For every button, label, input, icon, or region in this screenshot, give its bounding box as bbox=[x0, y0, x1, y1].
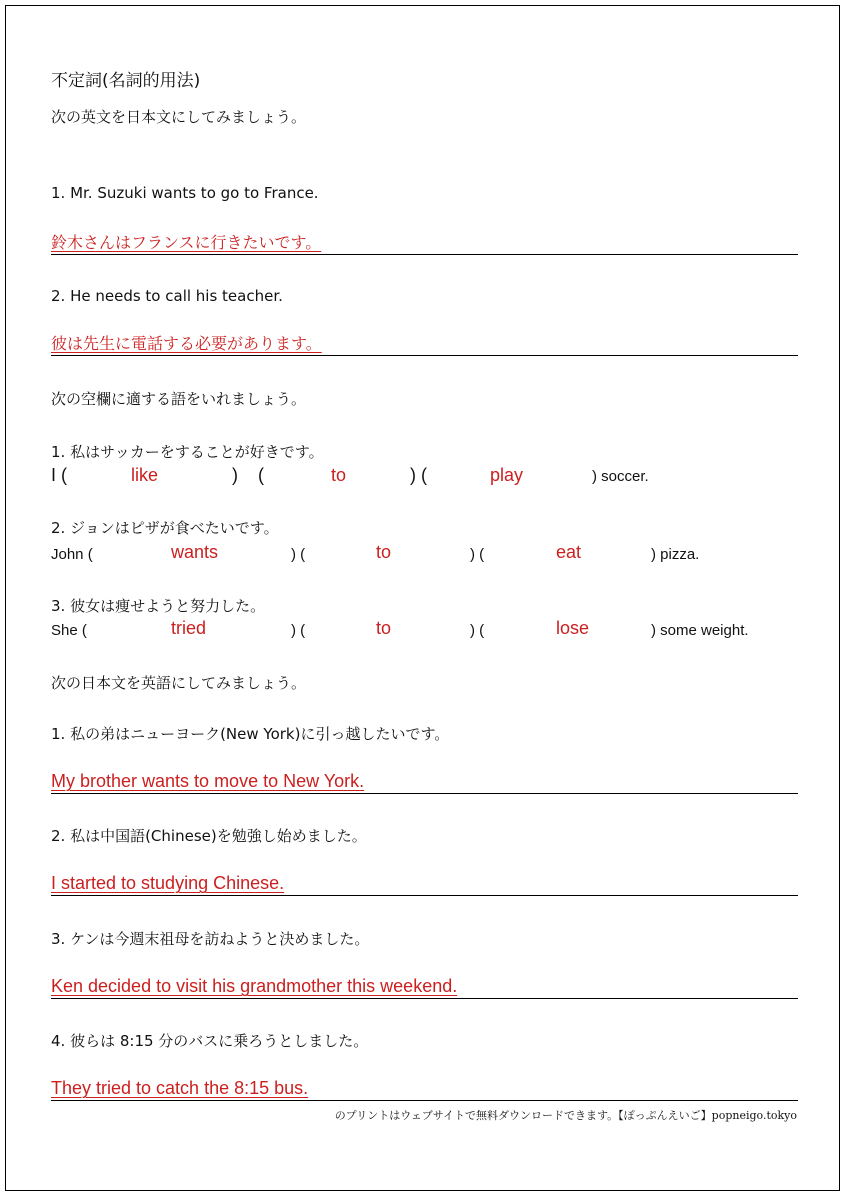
blank-answer: to bbox=[376, 618, 392, 638]
section3-instruction: 次の日本文を英語にしてみましょう。 bbox=[51, 674, 307, 692]
sentence-part: ) ( bbox=[291, 546, 306, 563]
sentence-part: ) some weight. bbox=[651, 622, 749, 639]
answer-line bbox=[51, 1072, 798, 1101]
answer-line bbox=[51, 970, 798, 999]
blank-answer: like bbox=[131, 465, 159, 485]
section1-instruction: 次の英文を日本文にしてみましょう。 bbox=[51, 108, 307, 126]
section2-instruction: 次の空欄に適する語をいれましょう。 bbox=[51, 390, 307, 408]
blank-answer: to bbox=[376, 542, 392, 562]
section2-question-1: 1. 私はサッカーをすることが好きです。 bbox=[51, 443, 324, 461]
sentence-part: ) ( bbox=[470, 622, 485, 639]
blank-answer: play bbox=[490, 465, 524, 485]
section2-question-3: 3. 彼女は痩せようと努力した。 bbox=[51, 597, 266, 615]
page-title: 不定詞(名詞的用法) bbox=[51, 71, 201, 91]
sentence-part: ( bbox=[258, 465, 264, 485]
section2-question-2: 2. ジョンはピザが食べたいです。 bbox=[51, 519, 279, 537]
section1-question-2: 2. He needs to call his teacher. bbox=[51, 287, 283, 305]
section3-answer-4: They tried to catch the 8:15 bus. bbox=[51, 1078, 309, 1098]
sentence-part: ) bbox=[232, 465, 238, 485]
section3-question-4: 4. 彼らは 8:15 分のバスに乗ろうとしました。 bbox=[51, 1032, 369, 1050]
footer-credit: のプリントはウェブサイトで無料ダウンロードできます。【ぽっぷんえいご】popneigo.tokyo bbox=[334, 1109, 797, 1122]
answer-line bbox=[51, 226, 798, 255]
blank-answer: lose bbox=[556, 618, 590, 638]
section1-question-1: 1. Mr. Suzuki wants to go to France. bbox=[51, 184, 319, 202]
answer-line bbox=[51, 765, 798, 794]
sentence-part: ) ( bbox=[410, 465, 427, 485]
section1-answer-1: 鈴木さんはフランスに行きたいです。 bbox=[51, 233, 322, 252]
section3-question-3: 3. ケンは今週末祖母を訪ねようと決めました。 bbox=[51, 930, 370, 948]
sentence-part: I ( bbox=[51, 465, 67, 485]
answer-line bbox=[51, 867, 798, 896]
blank-answer: to bbox=[331, 465, 347, 485]
section3-answer-2: I started to studying Chinese. bbox=[51, 873, 285, 893]
answer-line bbox=[51, 327, 798, 356]
blank-answer: wants bbox=[171, 542, 219, 562]
blank-answer: eat bbox=[556, 542, 582, 562]
blank-answer: tried bbox=[171, 618, 207, 638]
sentence-part: She ( bbox=[51, 622, 87, 639]
sentence-part: ) ( bbox=[291, 622, 306, 639]
section3-question-2: 2. 私は中国語(Chinese)を勉強し始めました。 bbox=[51, 827, 367, 845]
sentence-part: ) ( bbox=[470, 546, 485, 563]
section1-answer-2: 彼は先生に電話する必要があります。 bbox=[51, 334, 322, 353]
section3-answer-1: My brother wants to move to New York. bbox=[51, 771, 365, 791]
section3-question-1: 1. 私の弟はニューヨーク(New York)に引っ越したいです。 bbox=[51, 725, 450, 743]
sentence-part: ) pizza. bbox=[651, 546, 700, 563]
sentence-part: ) soccer. bbox=[592, 468, 649, 485]
sentence-part: John ( bbox=[51, 546, 93, 563]
section3-answer-3: Ken decided to visit his grandmother this weekend. bbox=[51, 976, 458, 996]
